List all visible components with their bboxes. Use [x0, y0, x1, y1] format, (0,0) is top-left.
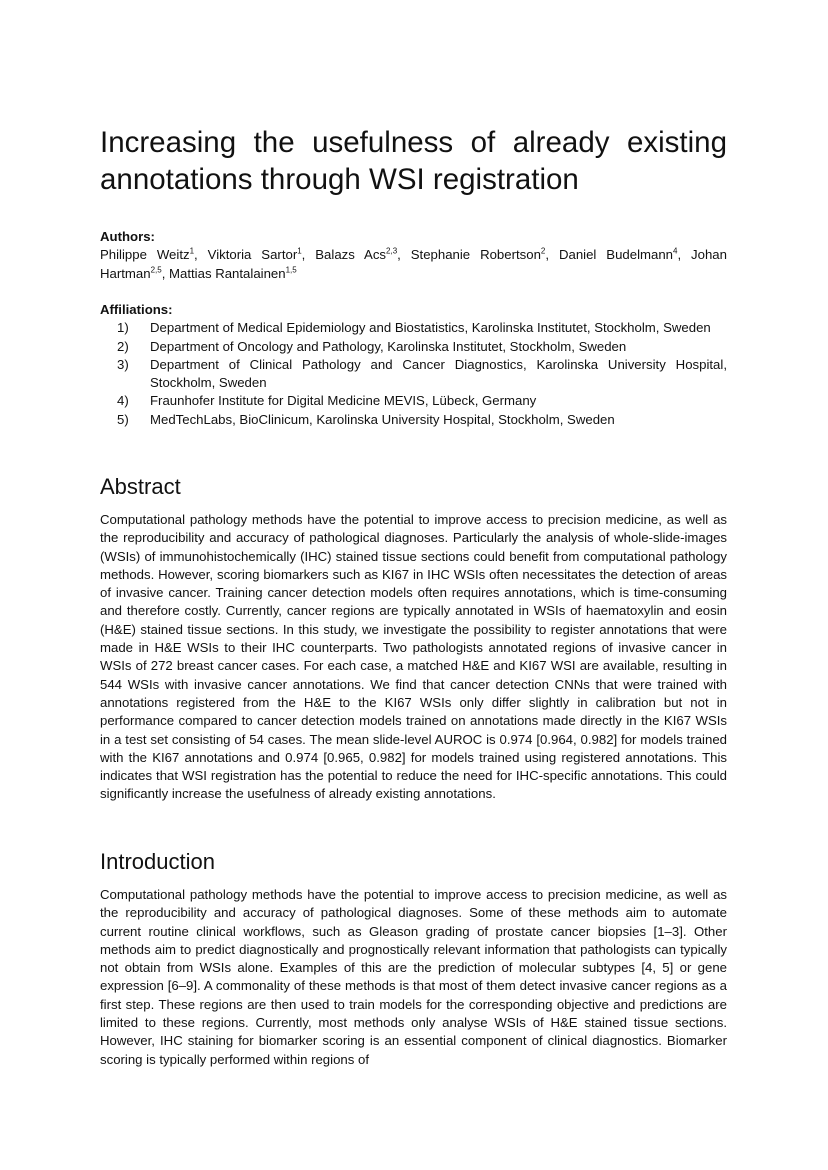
affiliation-item	[100, 411, 727, 429]
affiliation-text: MedTechLabs, BioClinicum, Karolinska University Hospital, Stockholm, Sweden	[150, 411, 615, 427]
affiliation-item	[100, 392, 727, 410]
author-affiliation-marker: 1,5	[285, 265, 297, 275]
affiliations-section	[100, 301, 727, 429]
author-separator: ,	[677, 247, 692, 263]
author-separator: ,	[161, 265, 170, 281]
authors-list	[100, 246, 727, 283]
affiliation-number: 1)	[117, 320, 129, 336]
introduction-heading: Introduction	[100, 849, 215, 874]
affiliation-item	[100, 356, 727, 393]
author-affiliation-marker: 2,5	[150, 265, 162, 275]
affiliation-text: Department of Medical Epidemiology and Biostatistics, Karolinska Institutet, Stockholm, Sweden	[150, 320, 711, 336]
author-name: Stephanie Robertson	[410, 247, 541, 263]
affiliations-list	[100, 319, 727, 429]
affiliation-number: 5)	[117, 411, 129, 427]
affiliation-item	[100, 338, 727, 356]
author-affiliation-marker: 1	[189, 246, 195, 256]
author-name: Balazs Acs	[315, 247, 387, 263]
introduction-text: Computational pathology methods have the potential to improve access to precision medicine, as well as the reproducibility and accuracy of pathological diagnoses. Some of these methods aim to automate current routine clinical workflows, such as Gleason grading of prostate cancer biopsies [1–3]. Other methods aim to predict diagnostically and prognostically relevant information that pathologists can typically not obtain from WSIs alone. Examples of this are the prediction of molecular subtypes [4, 5] or gene expression [6–9]. A commonality of these methods is that most of them detect invasive cancer regions as a first step. These regions are then used to train models for the corresponding objective and predictions are limited to these regions. Currently, most methods only analyse WSIs of H&E stained tissue sections. However, IHC staining for biomarker scoring is an essential component of clinical diagnostics. Biomarker scoring is typically performed within regions of	[100, 887, 727, 1067]
affiliation-text: Department of Oncology and Pathology, Karolinska Institutet, Stockholm, Sweden	[150, 338, 627, 354]
author-name: Philippe Weitz	[100, 247, 190, 263]
author-affiliation-marker: 2	[540, 246, 546, 256]
authors-label: Authors:	[100, 229, 155, 244]
abstract-text: Computational pathology methods have the potential to improve access to precision medicine, as well as the reproducibility and accuracy of pathological diagnoses. Particularly the analysis of whole-slide-images (WSIs) of immunohistochemically (IHC) stained tissue sections could benefit from computational pathology methods. However, scoring biomarkers such as KI67 in IHC WSIs often necessitates the detection of areas of invasive cancer. Training cancer detection models often requires annotations, which is time-consuming and therefore costly. Currently, cancer regions are typically annotated in WSIs of haematoxylin and eosin (H&E) stained tissue sections. In this study, we investigate the possibility to register annotations that were made in H&E WSIs to their IHC counterparts. Two pathologists annotated regions of invasive cancer in WSIs of 272 breast cancer cases. For each case, a matched H&E and KI67 WSI are available, resulting in 544 WSIs with invasive cancer annotations. We find that cancer detection CNNs that were trained with annotations registered from the H&E to the KI67 WSIs only differ slightly in calibration but not in performance compared to cancer detection models trained on annotations made directly in the KI67 WSIs in a test set consisting of 54 cases. The mean slide-level AUROC is 0.974 [0.964, 0.982] for models trained with the KI67 annotations and 0.974 [0.965, 0.982] for models trained using registered annotations. This indicates that WSI registration has the potential to reduce the need for IHC-specific annotations. This could significantly increase the usefulness of already existing annotations.	[100, 512, 727, 802]
affiliations-label: Affiliations:	[100, 302, 173, 317]
affiliation-text: Department of Clinical Pathology and Cancer Diagnostics, Karolinska University Hospital, Stockholm, Sweden	[150, 356, 727, 391]
author-name: Johan Hartman	[100, 247, 727, 281]
affiliation-number: 2)	[117, 338, 129, 354]
affiliation-number: 3)	[117, 356, 129, 372]
author-affiliation-marker: 1	[297, 246, 302, 256]
author-affiliation-marker: 2,3	[386, 246, 398, 256]
title-line-1: Increasing the usefulness of already existing	[100, 126, 727, 159]
author-name: Viktoria Sartor	[207, 247, 298, 263]
abstract-heading: Abstract	[100, 474, 181, 499]
authors-section	[100, 228, 727, 283]
author-separator: ,	[301, 247, 316, 263]
affiliation-text: Fraunhofer Institute for Digital Medicine MEVIS, Lübeck, Germany	[150, 393, 537, 409]
author-name: Daniel Budelmann	[558, 247, 673, 263]
title-line-2: annotations through WSI registration	[100, 163, 579, 196]
paper-title	[100, 124, 727, 198]
author-separator: ,	[545, 247, 559, 263]
author-affiliation-marker: 4	[673, 246, 678, 256]
author-separator: ,	[194, 247, 208, 263]
affiliation-number: 4)	[117, 393, 129, 409]
affiliation-item	[100, 319, 727, 337]
author-separator: ,	[397, 247, 411, 263]
author-name: Mattias Rantalainen	[169, 265, 286, 281]
